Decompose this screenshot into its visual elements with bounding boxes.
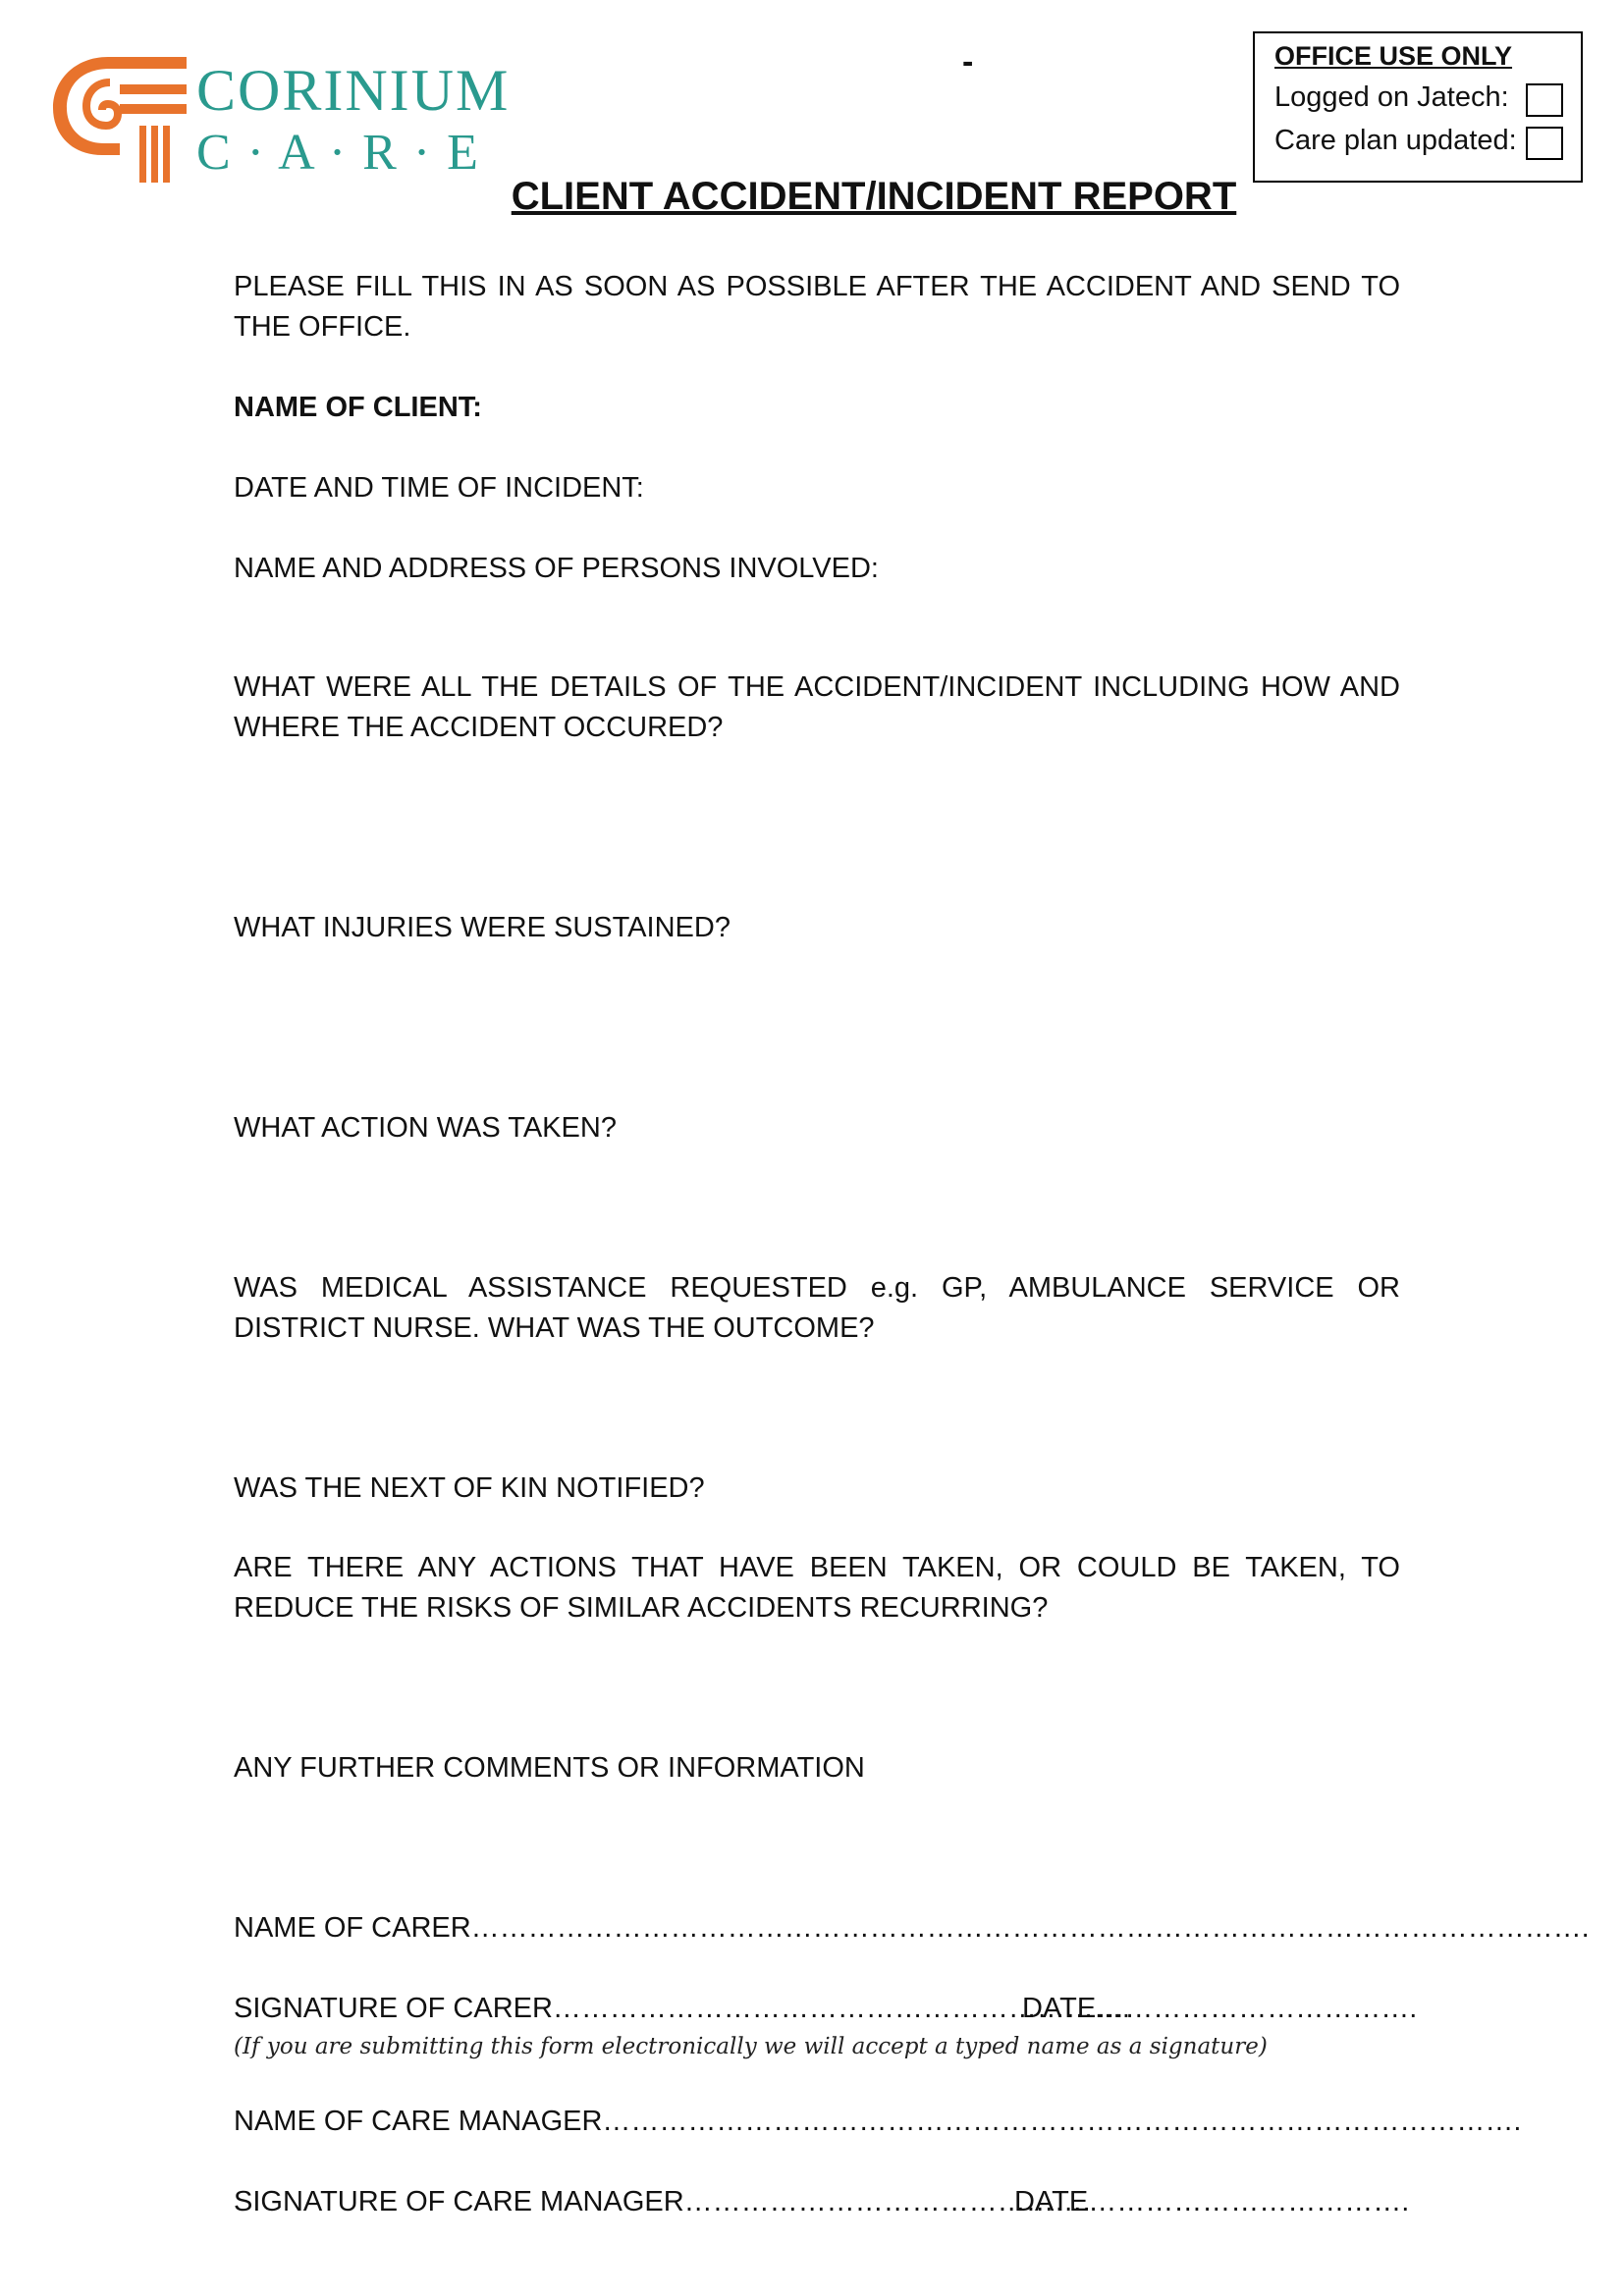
page-title: CLIENT ACCIDENT/INCIDENT REPORT	[511, 175, 1237, 218]
care-manager-name-line[interactable]: NAME OF CARE MANAGER…………………………………………………………………………………….	[234, 2106, 1522, 2137]
care-plan-updated-label: Care plan updated:	[1274, 125, 1517, 156]
persons-involved-label: NAME AND ADDRESS OF PERSONS INVOLVED:	[234, 553, 879, 584]
care-manager-signature-line[interactable]: SIGNATURE OF CARE MANAGER…………………………………….	[234, 2186, 1091, 2217]
medical-assistance-label: WAS MEDICAL ASSISTANCE REQUESTED e.g. GP, AMBULANCE SERVICE OR DISTRICT NURSE. WHAT WAS THE OUTCOME?	[234, 1272, 1400, 1344]
logo-subtitle: C · A · R · E	[196, 125, 480, 181]
further-comments-label: ANY FURTHER COMMENTS OR INFORMATION	[234, 1752, 865, 1784]
carer-name-line[interactable]: NAME OF CARER……………………………………………………………………………………………………….	[234, 1912, 1590, 1944]
header-dash: -	[962, 43, 974, 80]
intro-text: PLEASE FILL THIS IN AS SOON AS POSSIBLE AFTER THE ACCIDENT AND SEND TO THE OFFICE.	[234, 271, 1400, 343]
client-name-label: NAME OF CLIENT:	[234, 392, 482, 423]
logged-on-jatech-row	[1274, 81, 1561, 115]
office-use-box	[1253, 31, 1583, 183]
accident-details-label: WHAT WERE ALL THE DETAILS OF THE ACCIDENT/INCIDENT INCLUDING HOW AND WHERE THE ACCIDENT OCCURED?	[234, 671, 1400, 743]
logo-wordmark: CORINIUM	[196, 58, 511, 123]
logged-on-jatech-checkbox[interactable]	[1526, 83, 1563, 117]
carer-signature-line[interactable]: SIGNATURE OF CARER…………………………………………………….	[234, 1993, 1130, 2024]
carer-date-line[interactable]: DATE…………………………….	[1022, 1993, 1418, 2024]
care-manager-date-line[interactable]: DATE…………………………….	[1014, 2186, 1410, 2217]
action-taken-label: WHAT ACTION WAS TAKEN?	[234, 1112, 617, 1144]
office-use-title: OFFICE USE ONLY	[1274, 41, 1513, 71]
date-time-label: DATE AND TIME OF INCIDENT:	[234, 472, 644, 504]
care-plan-updated-checkbox[interactable]	[1526, 127, 1563, 160]
reduce-risk-label: ARE THERE ANY ACTIONS THAT HAVE BEEN TAKEN, OR COULD BE TAKEN, TO REDUCE THE RISKS OF SIMILAR ACCIDENTS RECURRING?	[234, 1552, 1400, 1624]
care-plan-updated-row	[1274, 125, 1561, 158]
logged-on-jatech-label: Logged on Jatech:	[1274, 81, 1509, 113]
electronic-signature-note: (If you are submitting this form electronically we will accept a typed name as a signature)	[234, 2034, 1268, 2059]
injuries-label: WHAT INJURIES WERE SUSTAINED?	[234, 912, 731, 943]
next-of-kin-label: WAS THE NEXT OF KIN NOTIFIED?	[234, 1472, 705, 1504]
